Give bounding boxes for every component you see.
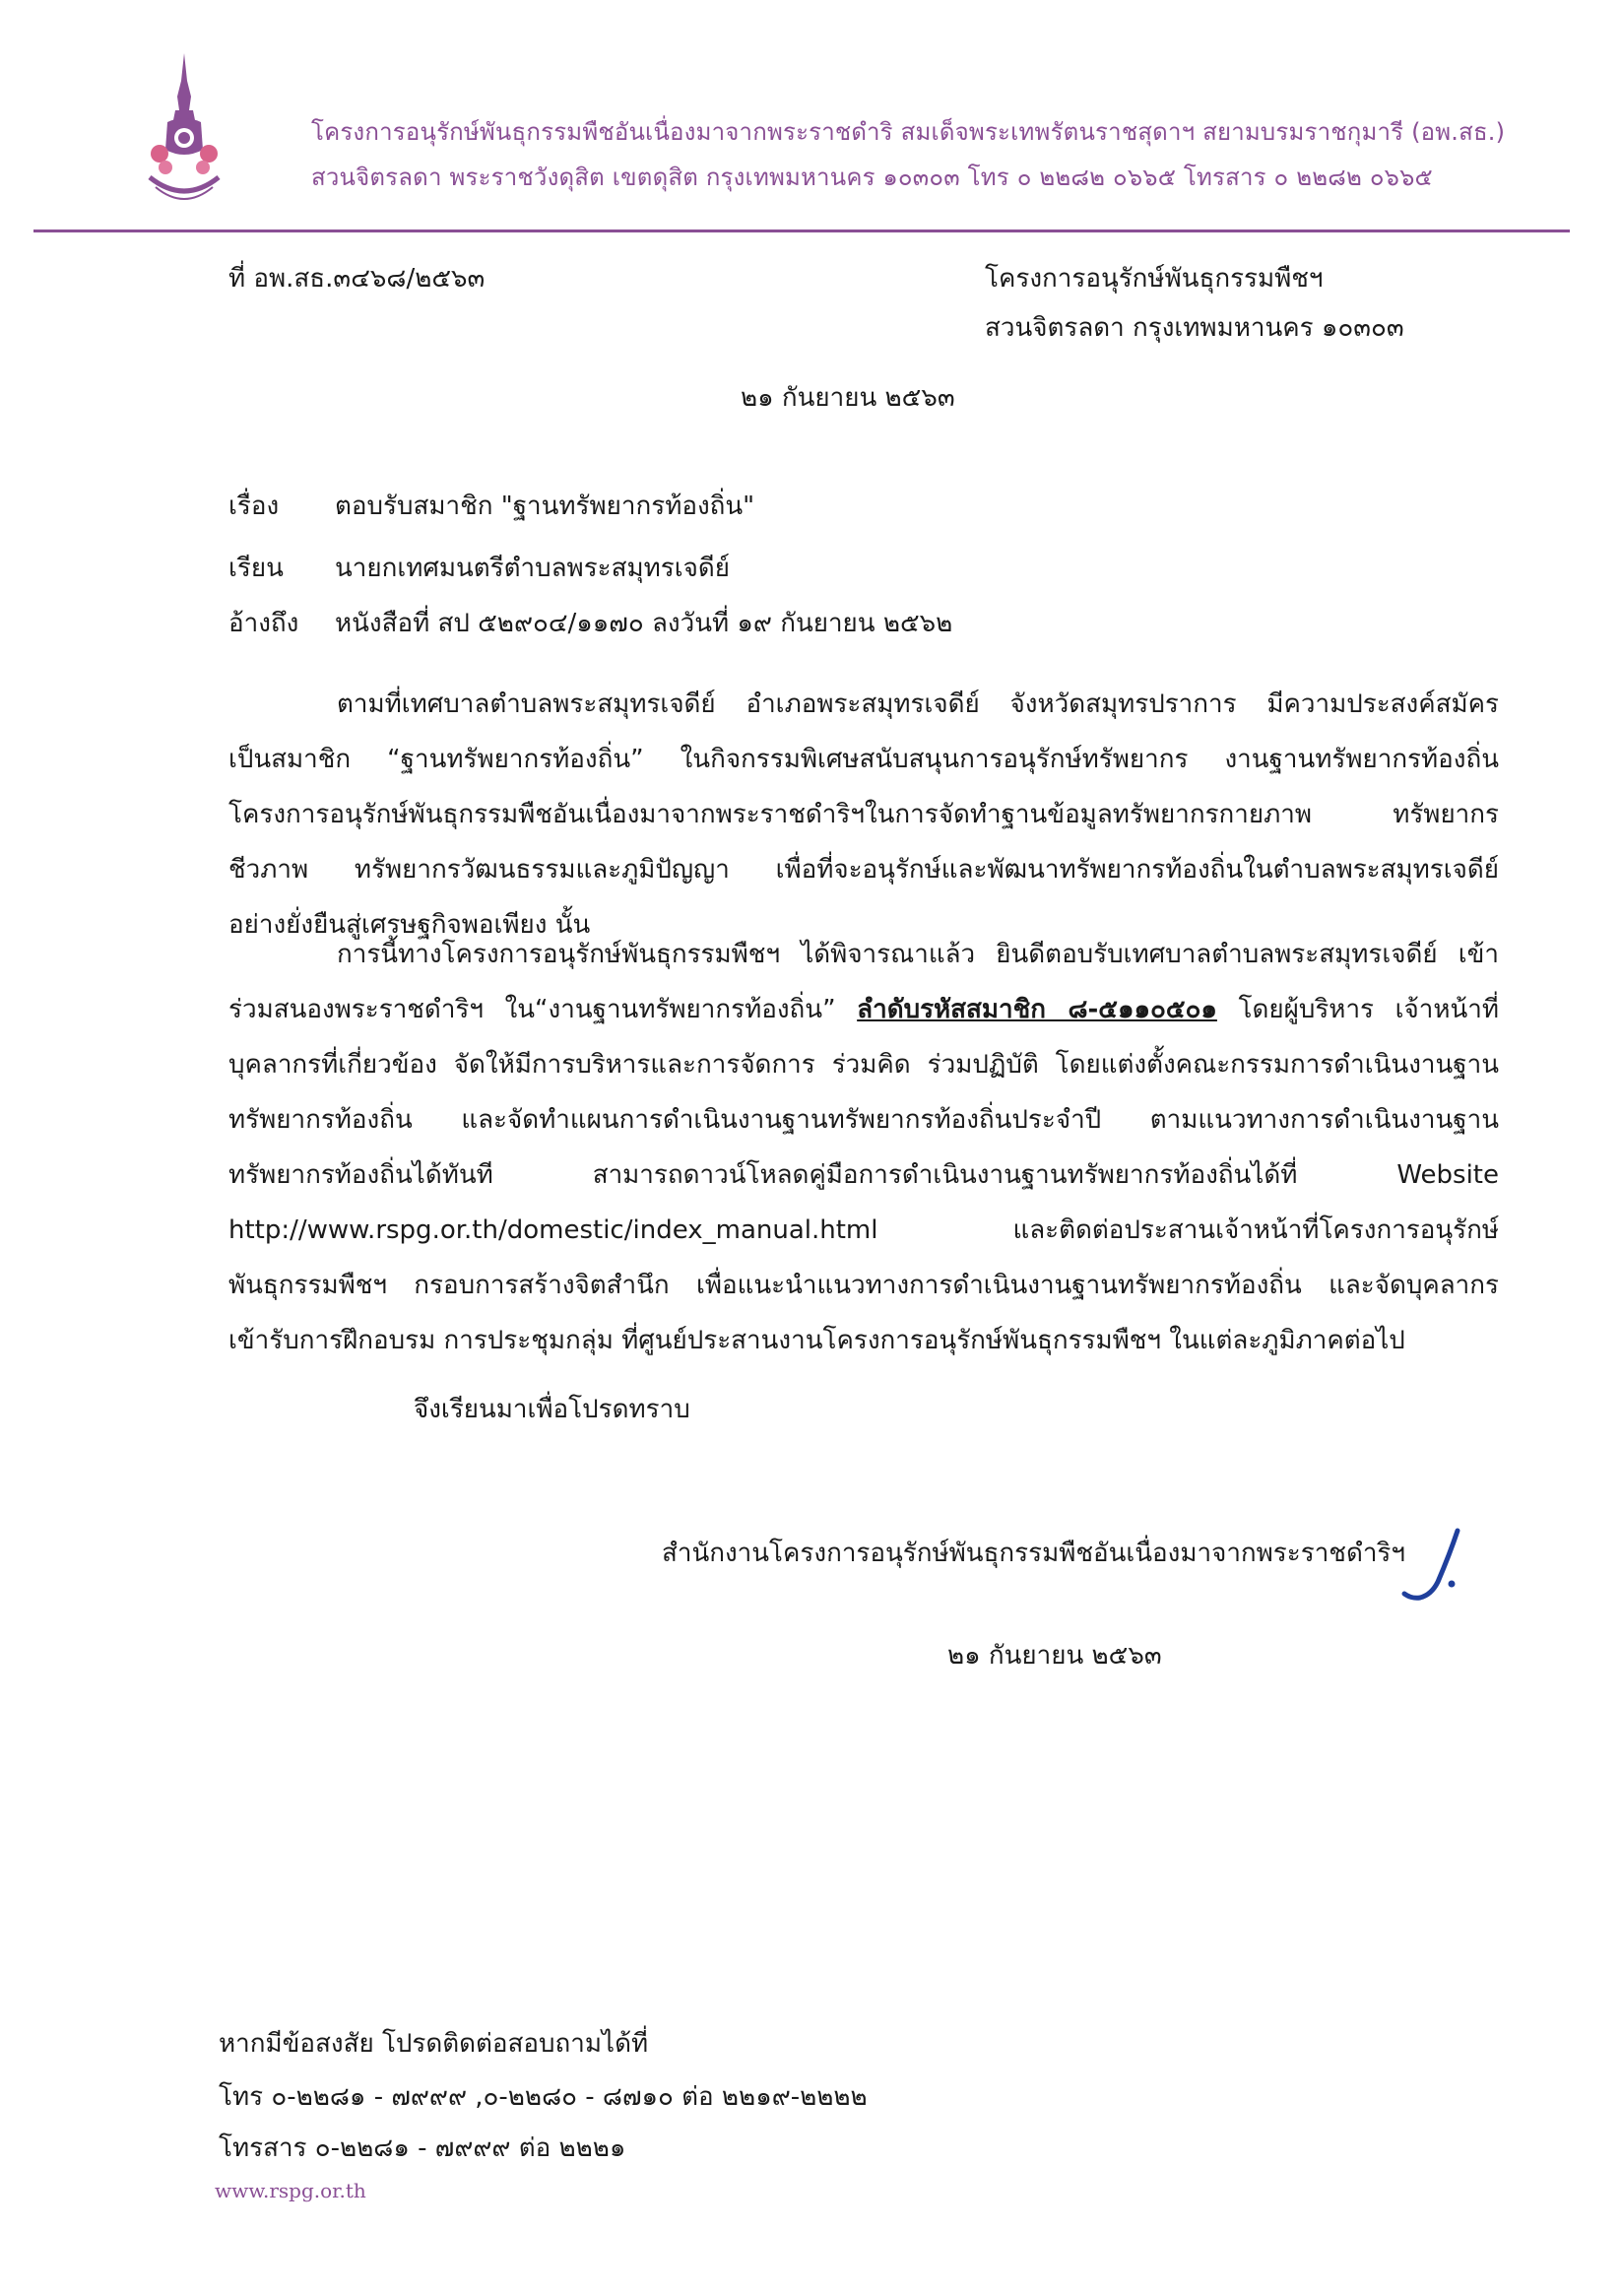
header-org-title: โครงการอนุรักษ์พันธุกรรมพืชอันเนื่องมาจากพระราชดำริ สมเด็จพระเทพรัตนราชสุดาฯ สยามบรมราชกุมารี (อพ.สธ.) bbox=[311, 118, 1506, 146]
paragraph-line: ตามที่เทศบาลตำบลพระสมุทรเจดีย์ อำเภอพระสมุทรเจดีย์ จังหวัดสมุทรปราการ มีความประสงค์สมัคร bbox=[337, 689, 1499, 719]
signature-office: สำนักงานโครงการอนุรักษ์พันธุกรรมพืชอันเนื่องมาจากพระราชดำริฯ bbox=[662, 1539, 1405, 1568]
contact-phone: โทร ๐-๒๒๘๑ - ๗๙๙๙ ,๐-๒๒๘๐ - ๘๗๑๐ ต่อ ๒๒๑๙-๒๒๒๒ bbox=[219, 2082, 868, 2112]
sender-org-address: สวนจิตรลดา กรุงเทพมหานคร ๑๐๓๐๓ bbox=[985, 313, 1404, 343]
contact-intro: หากมีข้อสงสัย โปรดติดต่อสอบถามได้ที่ bbox=[219, 2029, 649, 2059]
reference-label: อ้างถึง bbox=[228, 609, 299, 638]
closing-text: จึงเรียนมาเพื่อโปรดทราบ bbox=[414, 1395, 690, 1424]
paragraph-line: เป็นสมาชิก “ฐานทรัพยากรท้องถิ่น” ในกิจกรรมพิเศษสนับสนุนการอนุรักษ์ทรัพยากร งานฐานทรัพยากรท้องถิ่น bbox=[228, 745, 1499, 774]
recipient-label: เรียน bbox=[228, 554, 284, 583]
header-org-address: สวนจิตรลดา พระราชวังดุสิต เขตดุสิต กรุงเทพมหานคร ๑๐๓๐๓ โทร ๐ ๒๒๘๒ ๐๖๖๕ โทรสาร ๐ ๒๒๘๒ ๐๖๖๕ bbox=[311, 164, 1433, 191]
paragraph-line: ทรัพยากรท้องถิ่นได้ทันที สามารถดาวน์โหลดคู่มือการดำเนินงานฐานทรัพยากรท้องถิ่นได้ที่ Website bbox=[228, 1160, 1499, 1190]
handwritten-signature-icon bbox=[1398, 1525, 1477, 1604]
footer-website: www.rspg.or.th bbox=[215, 2179, 366, 2202]
recipient-text: นายกเทศมนตรีตำบลพระสมุทรเจดีย์ bbox=[335, 554, 730, 583]
paragraph-line: ทรัพยากรท้องถิ่น และจัดทำแผนการดำเนินงานฐานทรัพยากรท้องถิ่นประจำปี ตามแนวทางการดำเนินงานฐาน bbox=[228, 1105, 1499, 1135]
paragraph-line: อย่างยั่งยืนสู่เศรษฐกิจพอเพียง นั้น bbox=[228, 910, 591, 940]
participation-text-end: โดยผู้บริหาร เจ้าหน้าที่ bbox=[1238, 995, 1499, 1024]
signature-date: ๒๑ กันยายน ๒๕๖๓ bbox=[947, 1641, 1162, 1671]
reference-text: หนังสือที่ สป ๕๒๙๐๔/๑๑๗๐ ลงวันที่ ๑๙ กันยายน ๒๕๖๒ bbox=[335, 609, 953, 638]
subject-text: ตอบรับสมาชิก "ฐานทรัพยากรท้องถิ่น" bbox=[335, 492, 755, 521]
participation-text: ร่วมสนองพระราชดำริฯ ใน“งานฐานทรัพยากรท้องถิ่น” bbox=[228, 995, 836, 1024]
body-paragraph-1 bbox=[228, 684, 1499, 950]
paragraph-line: การนี้ทางโครงการอนุรักษ์พันธุกรรมพืชฯ ได้พิจารณาแล้ว ยินดีตอบรับเทศบาลตำบลพระสมุทรเจดีย์ เข้า bbox=[337, 940, 1499, 969]
subject-label: เรื่อง bbox=[228, 492, 280, 521]
contact-fax: โทรสาร ๐-๒๒๘๑ - ๗๙๙๙ ต่อ ๒๒๒๑ bbox=[219, 2133, 626, 2163]
paragraph-line-member-code bbox=[228, 989, 1499, 1029]
paragraph-line-url: http://www.rspg.or.th/domestic/index_manual.html และติดต่อประสานเจ้าหน้าที่โครงการอนุรักษ์ bbox=[228, 1215, 1499, 1245]
member-code: ลำดับรหัสสมาชิก ๘-๕๑๑๐๕๐๑ bbox=[857, 995, 1217, 1024]
paragraph-line: เข้ารับการฝึกอบรม การประชุมกลุ่ม ที่ศูนย์ประสานงานโครงการอนุรักษ์พันธุกรรมพืชฯ ในแต่ละภูมิภาคต่อไป bbox=[228, 1326, 1405, 1355]
paragraph-line: โครงการอนุรักษ์พันธุกรรมพืชอันเนื่องมาจากพระราชดำริฯในการจัดทำฐานข้อมูลทรัพยากรกายภาพ ทรัพยากร bbox=[228, 800, 1499, 829]
paragraph-line: ชีวภาพ ทรัพยากรวัฒนธรรมและภูมิปัญญา เพื่อที่จะอนุรักษ์และพัฒนาทรัพยากรท้องถิ่นในตำบลพระสมุทรเจดีย์ bbox=[228, 855, 1499, 885]
paragraph-line: พันธุกรรมพืชฯ กรอบการสร้างจิตสำนึก เพื่อแนะนำแนวทางการดำเนินงานฐานทรัพยากรท้องถิ่น และจัดบุคลากร bbox=[228, 1271, 1499, 1300]
letter-date: ๒๑ กันยายน ๒๕๖๓ bbox=[741, 383, 955, 413]
header-divider bbox=[33, 230, 1570, 232]
body-paragraph-2 bbox=[228, 934, 1499, 1355]
reference-number: ที่ อพ.สธ.๓๔๖๘/๒๕๖๓ bbox=[228, 264, 486, 294]
sender-org-name: โครงการอนุรักษ์พันธุกรรมพืชฯ bbox=[985, 264, 1324, 294]
rspg-emblem-icon bbox=[146, 51, 223, 209]
paragraph-line: บุคลากรที่เกี่ยวข้อง จัดให้มีการบริหารและการจัดการ ร่วมคิด ร่วมปฏิบัติ โดยแต่งตั้งคณะกรรมการดำเนินงานฐาน bbox=[228, 1050, 1499, 1080]
